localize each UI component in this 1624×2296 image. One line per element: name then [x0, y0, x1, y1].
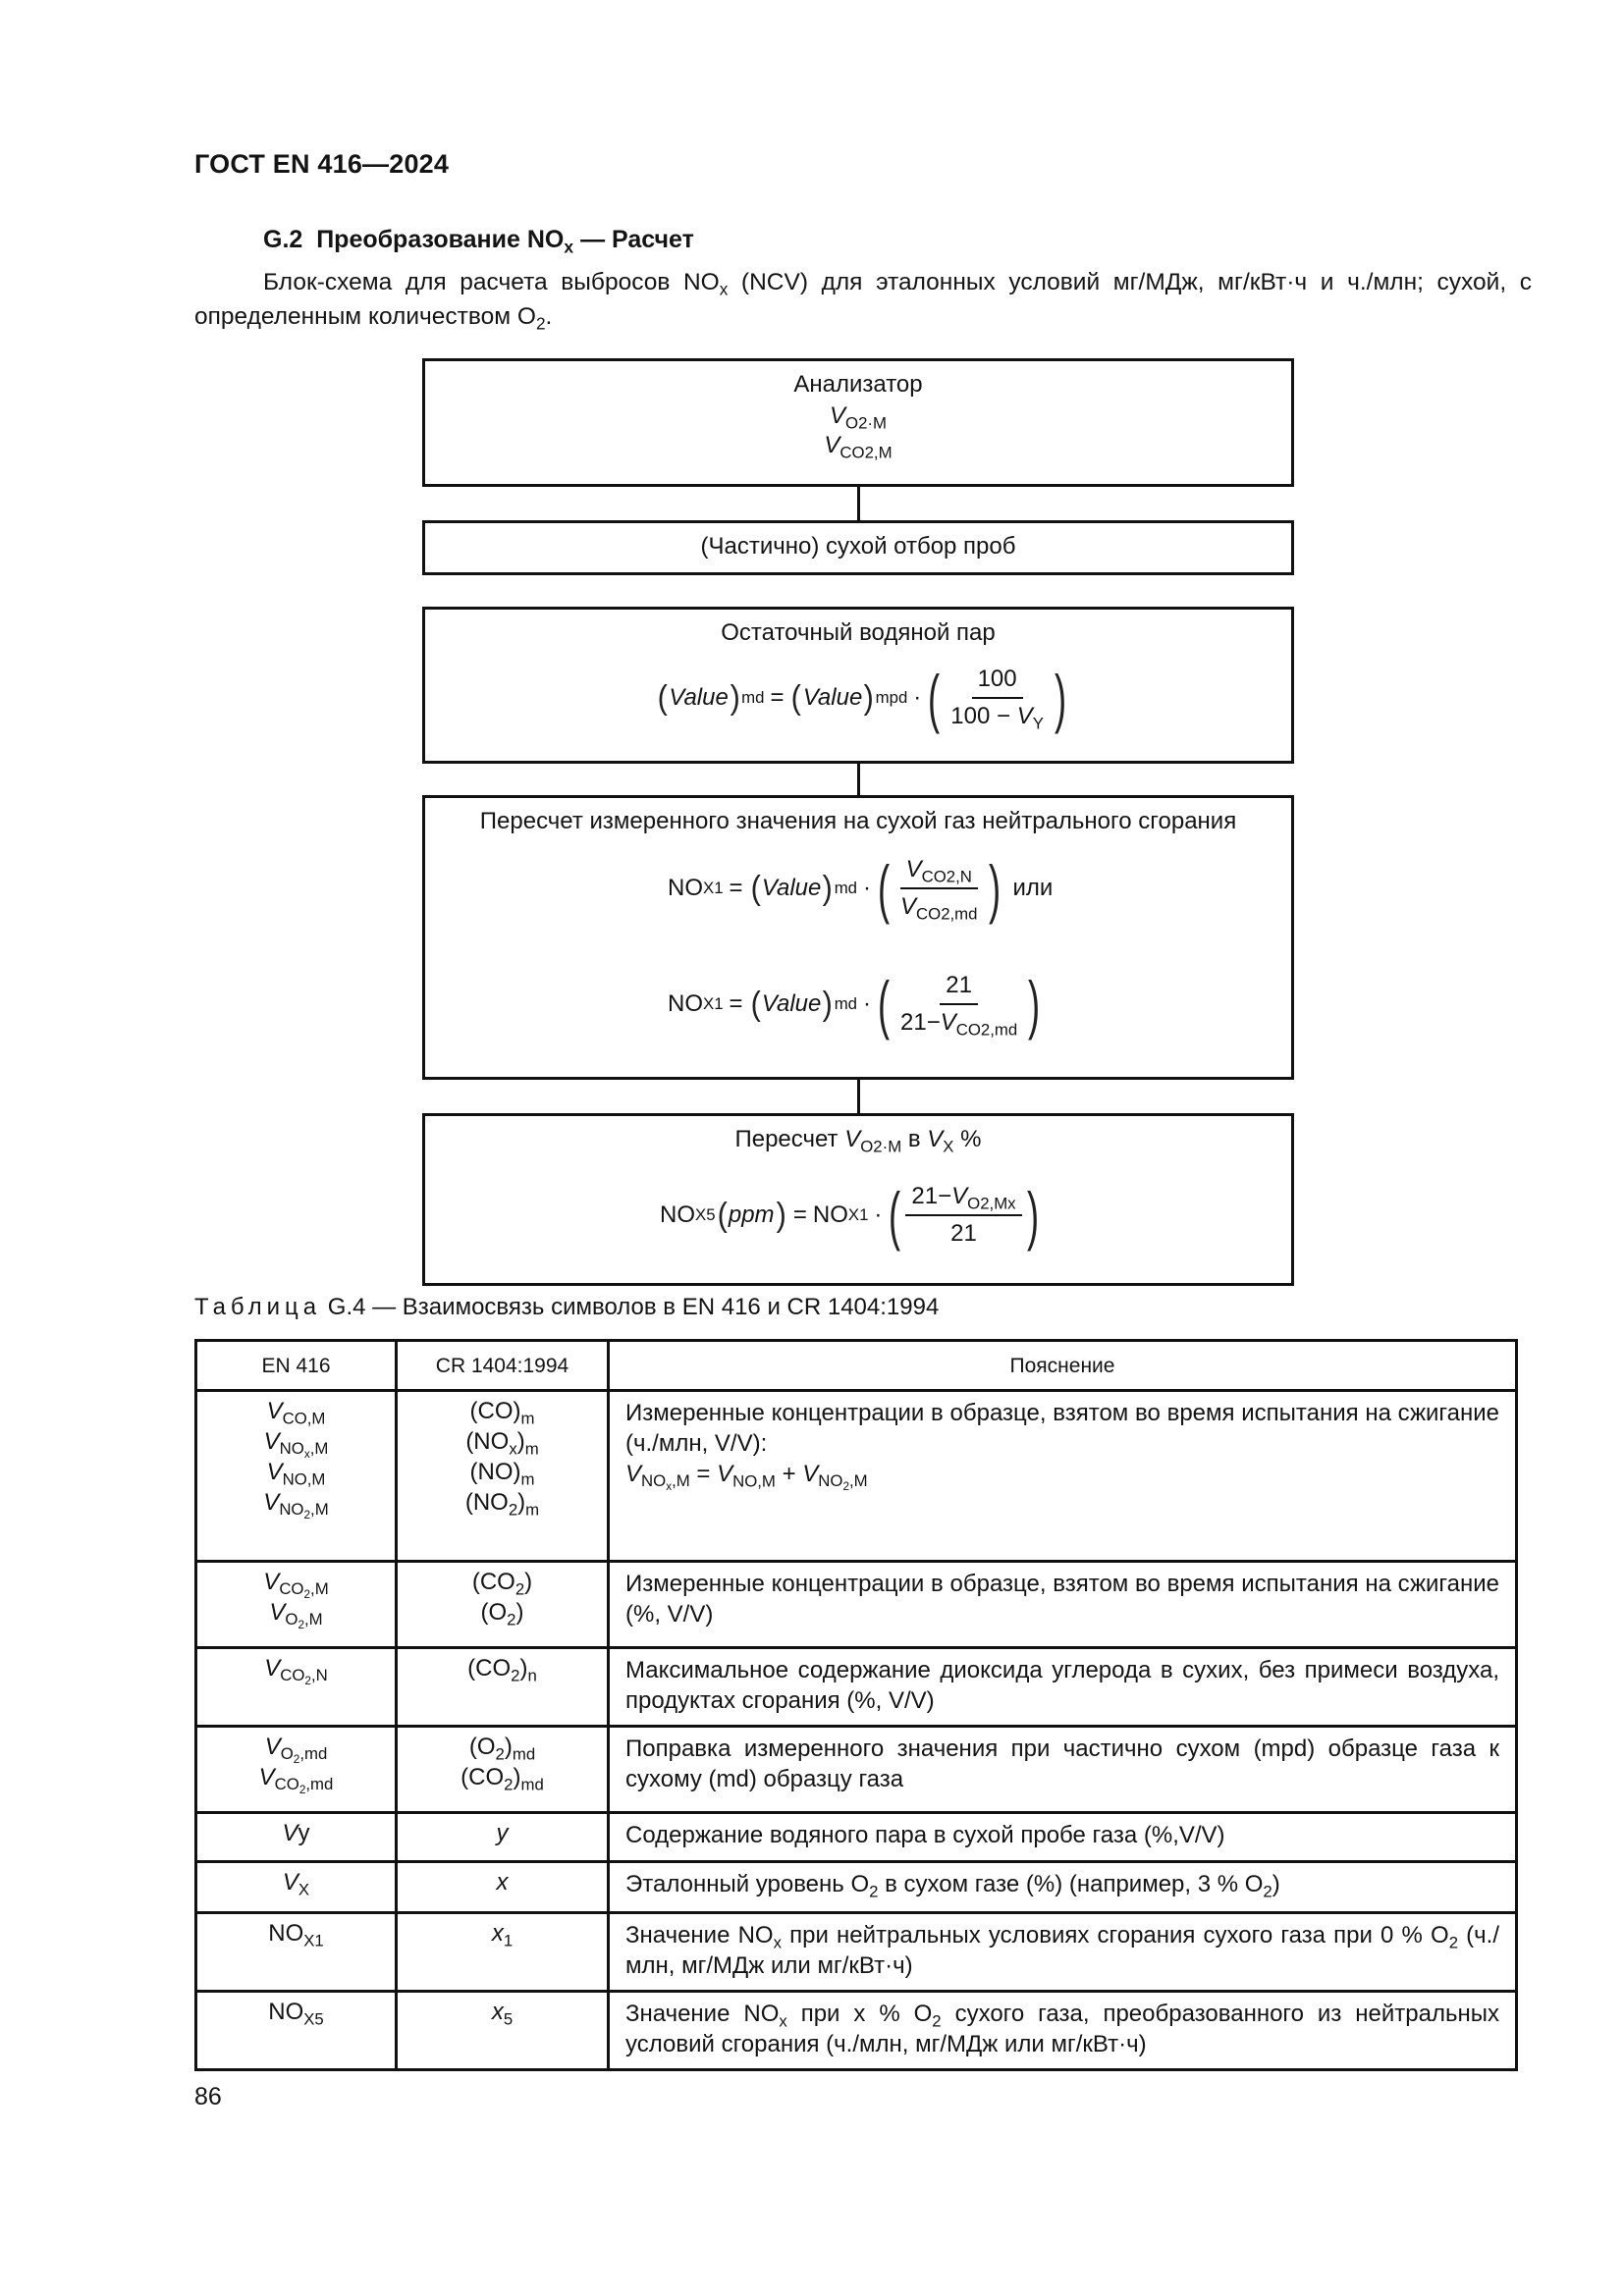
table-header-row: [196, 1341, 1517, 1391]
flow-box-analyzer: [422, 358, 1294, 487]
table-row: [196, 1992, 1517, 2070]
table-caption: Таблица G.4 — Взаимосвязь символов в EN 416 и CR 1404:1994: [194, 1294, 940, 1320]
cell-en416: $V_{CO,M}$ $V_{NO_x,M}$ $V_{NO,M}$ $V_{NO_2,M}$: [196, 1391, 397, 1562]
cell-cr1404: $(O_2)_{md}$ $(CO_2)_{md}$: [397, 1727, 609, 1813]
cell-cr1404: $x_1$: [397, 1913, 609, 1992]
formula-nox5: NO X5 ( ppm ) = NO X1 · ( $\frac{21-V_{O2,Mx}}{21}$ ): [660, 1179, 1039, 1252]
cell-en416: Vy: [196, 1813, 397, 1862]
flow-connector-2: [857, 764, 860, 795]
formula-nox1-o2: NO X1 = ( Value ) md · ( $\frac{21}{21-V_{CO2,md}}$ ): [668, 968, 1041, 1041]
recalc-title: Пересчет $V_{O2\cdot M}$ в $V_X$ %: [734, 1126, 982, 1156]
cell-cr1404: $(CO_2)$ $(O_2)$: [397, 1562, 609, 1648]
cell-cr1404: $(CO)_m$ $(NO_x)_m$ $(NO)_m$ $(NO_2)_m$: [397, 1391, 609, 1562]
table-row: [196, 1813, 1517, 1862]
cell-cr1404: y: [397, 1813, 609, 1862]
table-row: [196, 1862, 1517, 1913]
cell-cr1404: $x_5$: [397, 1992, 609, 2070]
cell-en416: $V_{O_2,md}$ $V_{CO_2,md}$: [196, 1727, 397, 1813]
cell-cr1404: $(CO_2)_n$: [397, 1648, 609, 1727]
cell-en416: $NO_{X5}$: [196, 1992, 397, 2070]
intro-line-1: Блок-схема для расчета выбросов $NO_x$ (NCV) для эталонных условий мг/МДж, мг/кВт·ч и ч./млн; сухой, с: [263, 269, 1533, 299]
flow-connector-1: [857, 487, 860, 520]
water-vapour-title: Остаточный водяной пар: [721, 619, 996, 646]
flow-connector-3: [857, 1080, 860, 1113]
flow-box-dry-gas: [422, 795, 1294, 1080]
formula-nox1-co2: NO X1 = ( Value ) md · ( $\frac{V_{CO2,N}}{V_{CO2,md}}$ ) или: [668, 852, 1054, 925]
section-title: G.2 Преобразование $NO_x$ — Расчет: [263, 226, 694, 257]
cell-explanation: Значение $NO_x$ при x % $O_2$ сухого газа, преобразованного из нейтральных условий сгорания (ч./млн, мг/МДж или мг/кВт·ч): [609, 1992, 1517, 2070]
cell-explanation: Измеренные концентрации в образце, взятом во время испытания на сжигание (ч./млн, V/V): $V_{NO_x,M} = V_{NO,M} + V_{NO_2,M}$: [609, 1391, 1517, 1562]
cell-cr1404: x: [397, 1862, 609, 1913]
col-header-explanation: Пояснение: [609, 1341, 1517, 1391]
table-row: [196, 1562, 1517, 1648]
cell-explanation: Максимальное содержание диоксида углерода в сухих, без примеси воздуха, продуктах сгорания (%, V/V): [609, 1648, 1517, 1727]
cell-explanation: Содержание водяного пара в сухой пробе газа (%,V/V): [609, 1813, 1517, 1862]
table-row: [196, 1727, 1517, 1813]
symbol-table: [194, 1339, 1518, 2071]
cell-en416: $V_X$: [196, 1862, 397, 1913]
table-row: [196, 1913, 1517, 1992]
analyzer-title: Анализатор: [793, 371, 923, 398]
col-header-en416: EN 416: [196, 1341, 397, 1391]
intro-line-2: определенным количеством $O_2$.: [194, 303, 553, 334]
flow-box-sampling: [422, 520, 1294, 575]
table-row: [196, 1648, 1517, 1727]
cell-en416: $V_{CO_2,N}$: [196, 1648, 397, 1727]
analyzer-var-o2: $V_{O2\cdot M}$: [830, 402, 887, 433]
document-id: ГОСТ EN 416—2024: [194, 149, 450, 179]
cell-explanation: Эталонный уровень $O_2$ в сухом газе (%) (например, 3 % $O_2$): [609, 1862, 1517, 1913]
sampling-title: (Частично) сухой отбор проб: [700, 533, 1016, 560]
cell-explanation: Измеренные концентрации в образце, взятом во время испытания на сжигание (%, V/V): [609, 1562, 1517, 1648]
page-number: 86: [194, 2083, 222, 2110]
cell-explanation: Значение $NO_x$ при нейтральных условиях сгорания сухого газа при 0 % $O_2$ (ч./млн, мг/МДж или мг/кВт·ч): [609, 1913, 1517, 1992]
cell-en416: $NO_{X1}$: [196, 1913, 397, 1992]
cell-explanation: Поправка измеренного значения при частично сухом (mpd) образце газа к сухому (md) образцу газа: [609, 1727, 1517, 1813]
cell-en416: $V_{CO_2,M}$ $V_{O_2,M}$: [196, 1562, 397, 1648]
formula-md-conversion: ( Value ) md = ( Value ) mpd · ( $\frac{100}{100 - V_Y}$ ): [657, 662, 1066, 734]
table-row: [196, 1391, 1517, 1562]
dry-gas-title: Пересчет измеренного значения на сухой газ нейтрального сгорания: [479, 808, 1237, 834]
analyzer-var-co2: $V_{CO2,M}$: [824, 432, 893, 462]
col-header-cr1404: CR 1404:1994: [397, 1341, 609, 1391]
